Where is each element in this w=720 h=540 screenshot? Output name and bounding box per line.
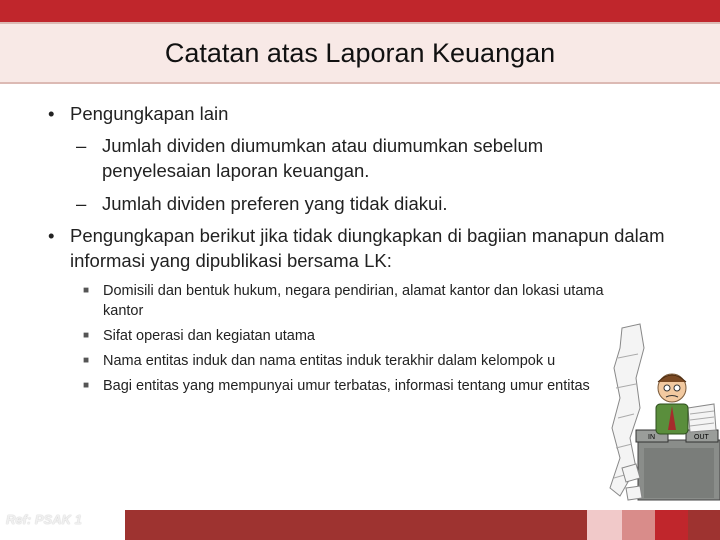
small-bullet-mark: ■ bbox=[83, 380, 90, 391]
footer-segment-dark bbox=[688, 510, 720, 540]
small-bullet-2 bbox=[83, 326, 623, 346]
small-bullet-3 bbox=[83, 351, 623, 371]
small-bullet-mark: ■ bbox=[83, 355, 90, 366]
footer-main-bar bbox=[125, 510, 587, 540]
in-tray-label: IN bbox=[648, 434, 655, 441]
footer-segment-mid bbox=[622, 510, 655, 540]
footer-segment-light bbox=[587, 510, 622, 540]
sub-bullet-1-text: Jumlah dividen diumumkan atau diumumkan sebelum penyelesaian laporan keuangan. bbox=[102, 135, 544, 181]
top-bar bbox=[0, 0, 720, 22]
bullet-1-text: Pengungkapan lain bbox=[70, 103, 229, 124]
bullet-2 bbox=[48, 223, 670, 273]
sub-bullet-mark: – bbox=[76, 193, 87, 214]
footer-bar bbox=[0, 510, 720, 540]
bullet-mark: • bbox=[48, 103, 55, 124]
sub-bullet-2-text: Jumlah dividen preferen yang tidak diakui. bbox=[102, 193, 448, 214]
small-bullet-3-text: Nama entitas induk dan nama entitas induk terakhir dalam kelompok u bbox=[103, 353, 556, 369]
footer-segment-red bbox=[655, 510, 688, 540]
small-bullet-mark: ■ bbox=[83, 330, 90, 341]
small-bullet-2-text: Sifat operasi dan kegiatan utama bbox=[103, 328, 315, 344]
falling-paper bbox=[626, 486, 642, 500]
stressed-worker-illustration bbox=[600, 318, 720, 508]
desk-front bbox=[644, 448, 714, 498]
small-bullet-4 bbox=[83, 376, 608, 396]
bullet-1 bbox=[48, 101, 229, 126]
sub-bullet-1 bbox=[76, 133, 622, 183]
bullet-mark: • bbox=[48, 225, 55, 246]
sub-bullet-mark: – bbox=[76, 135, 87, 156]
footer-reference: Ref: PSAK 1 bbox=[6, 512, 82, 527]
small-bullet-4-text: Bagi entitas yang mempunyai umur terbatas, informasi tentang umur entitas bbox=[103, 378, 590, 394]
small-bullet-1 bbox=[83, 281, 633, 321]
slide-title: Catatan atas Laporan Keuangan bbox=[164, 37, 556, 68]
title-band bbox=[0, 22, 720, 84]
worker-figure bbox=[656, 374, 688, 434]
small-bullet-1-text: Domisili dan bentuk hukum, negara pendirian, alamat kantor dan lokasi utama kantor bbox=[103, 283, 604, 319]
bullet-2-text: Pengungkapan berikut jika tidak diungkapkan di bagiian manapun dalam informasi yang dipublikasi bersama LK: bbox=[70, 225, 665, 271]
sub-bullet-2 bbox=[76, 191, 642, 216]
small-bullet-mark: ■ bbox=[83, 285, 90, 296]
out-tray-label: OUT bbox=[694, 434, 709, 441]
